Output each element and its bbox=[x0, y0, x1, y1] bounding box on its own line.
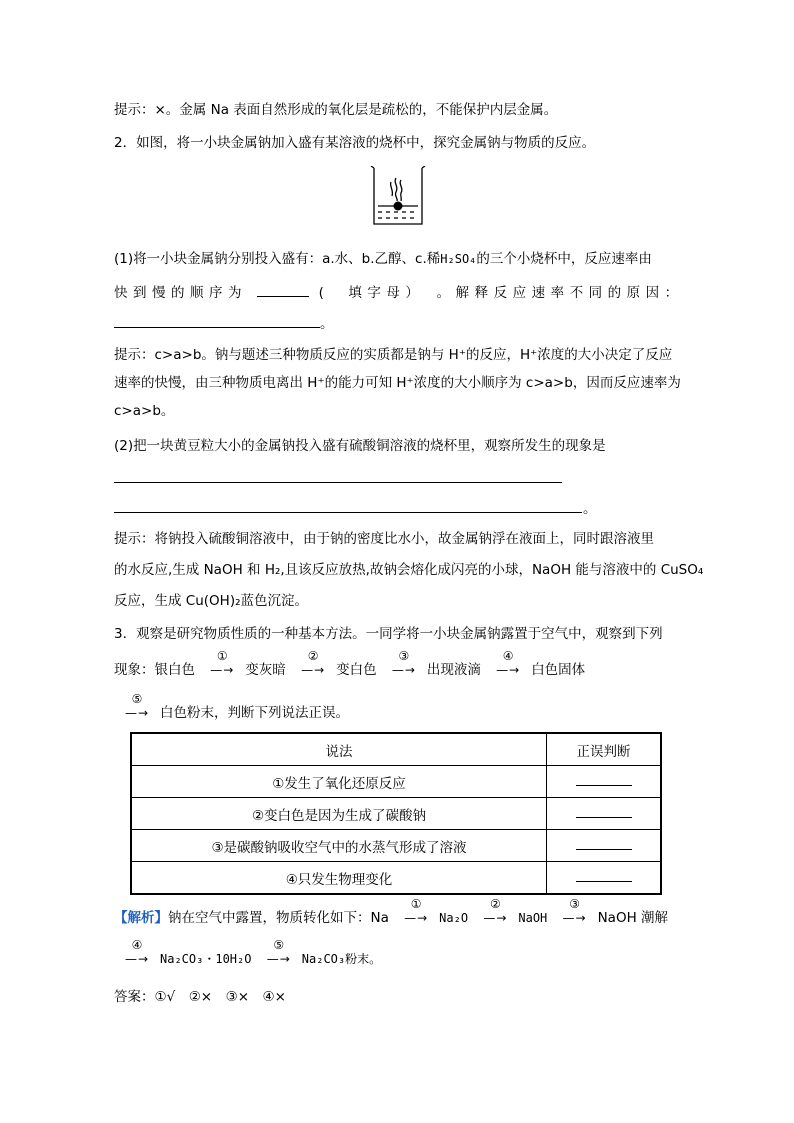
question-3-stem: 3．观察是研究物质性质的一种基本方法。一同学将一小块金属钠露置于空气中，观察到下列 bbox=[114, 626, 663, 642]
hint-q2-1-line2: 速率的快慢，由三种物质电离出 H⁺的能力可知 H⁺浓度的大小顺序为 c>a>b，因而反应速率为 bbox=[114, 375, 681, 391]
answer-blank-order[interactable] bbox=[257, 282, 309, 297]
q2-part1-line2: 快到慢的顺序为 ( 填字母） 。解释反应速率不同的原因： bbox=[114, 282, 684, 303]
judgement-cell-2[interactable] bbox=[547, 798, 662, 830]
judgement-cell-4[interactable] bbox=[547, 862, 662, 895]
analysis-line2: ④ —→ Na₂CO₃・10H₂O ⑤ —→ Na₂CO₃粉末。 bbox=[114, 949, 381, 969]
hint-q2-2-line2: 的水反应,生成 NaOH 和 H₂,且该反应放热,故钠会熔化成闪亮的小球，NaOH 能与溶液中的 CuSO₄ bbox=[114, 562, 704, 578]
arrow-step-2: ② —→ bbox=[301, 649, 326, 677]
chain-arrow-4: ④ —→ bbox=[124, 938, 150, 966]
header-judgement: 正误判断 bbox=[547, 733, 662, 766]
answer-line-2[interactable] bbox=[114, 512, 582, 513]
answer-line-1[interactable] bbox=[114, 482, 562, 483]
table-header-row bbox=[131, 733, 661, 766]
table-row bbox=[131, 798, 661, 830]
q2-part2-end: 。 bbox=[583, 501, 597, 517]
phenomena-chain-end: ⑤ —→ 白色粉末，判断下列说法正误。 bbox=[114, 703, 349, 723]
table-row bbox=[131, 766, 661, 798]
judgement-table bbox=[130, 732, 662, 895]
arrow-step-5: ⑤ —→ bbox=[124, 692, 150, 720]
header-statement: 说法 bbox=[131, 733, 547, 766]
hint-q2-2-line3: 反应，生成 Cu(OH)₂蓝色沉淀。 bbox=[114, 593, 308, 609]
table-row bbox=[131, 862, 661, 895]
hint-q2-2-line1: 提示：将钠投入硫酸铜溶液中，由于钠的密度比水小，故金属钠浮在液面上，同时跟溶液里 bbox=[114, 531, 654, 547]
phenomena-chain: 现象：银白色 ① —→ 变灰暗 ② —→ 变白色 ③ —→ 出现液滴 ④ —→ 白色固体 bbox=[114, 649, 586, 678]
statement-1: ①发生了氧化还原反应 bbox=[131, 766, 547, 798]
question-2-stem: 2．如图，将一小块金属钠加入盛有某溶液的烧杯中，探究金属钠与物质的反应。 bbox=[114, 135, 596, 151]
statement-4: ④只发生物理变化 bbox=[131, 862, 547, 895]
chain-arrow-2: ② —→ bbox=[483, 897, 508, 925]
arrow-step-3: ③ —→ bbox=[391, 649, 416, 677]
arrow-step-4: ④ —→ bbox=[496, 649, 521, 677]
hint-q2-1-line1: 提示：c>a>b。钠与题述三种物质反应的实质都是钠与 H⁺的反应，H⁺浓度的大小决定了反应 bbox=[114, 347, 673, 363]
sodium-ball bbox=[394, 202, 403, 211]
analysis-tag: 【解析】 bbox=[114, 910, 168, 926]
statement-2: ②变白色是因为生成了碳酸钠 bbox=[131, 798, 547, 830]
q2-part1-line1: (1)将一小块金属钠分别投入盛有：a.水、b.乙醇、c.稀H₂SO₄的三个小烧杯中，反应速率由 bbox=[114, 251, 652, 267]
statement-3: ③是碳酸钠吸收空气中的水蒸气形成了溶液 bbox=[131, 830, 547, 862]
answer-blank-reason[interactable] bbox=[114, 313, 320, 328]
judgement-cell-3[interactable] bbox=[547, 830, 662, 862]
arrow-step-1: ① —→ bbox=[210, 649, 235, 677]
hint-1: 提示：×。金属 Na 表面自然形成的氧化层是疏松的，不能保护内层金属。 bbox=[114, 102, 558, 118]
answer-line: 答案：①√ ②× ③× ④× bbox=[114, 989, 286, 1005]
hint-q2-1-line3: c>a>b。 bbox=[114, 403, 175, 419]
chain-arrow-3: ③ —→ bbox=[562, 897, 587, 925]
chain-arrow-5: ⑤ —→ bbox=[266, 938, 291, 966]
beaker-figure bbox=[370, 166, 426, 228]
q2-part2-line: (2)把一块黄豆粒大小的金属钠投入盛有硫酸铜溶液的烧杯里，观察所发生的现象是 bbox=[114, 438, 606, 454]
chain-arrow-1: ① —→ bbox=[404, 897, 429, 925]
analysis-line1: 【解析】钠在空气中露置，物质转化如下：Na ① —→ Na₂O ② —→ NaOH ③ —→ NaOH 潮解 bbox=[114, 897, 669, 926]
judgement-cell-1[interactable] bbox=[547, 766, 662, 798]
q2-part1-line3: 。 bbox=[114, 313, 334, 334]
table-row bbox=[131, 830, 661, 862]
